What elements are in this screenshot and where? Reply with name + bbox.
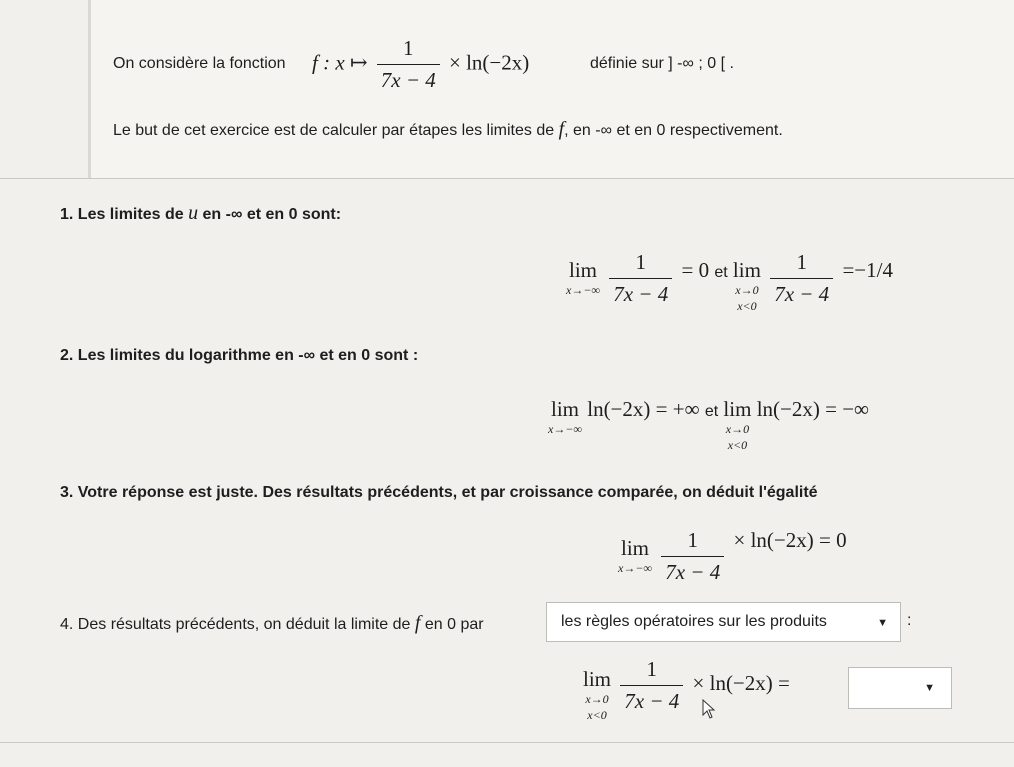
divider (0, 742, 1014, 743)
question-1-title: 1. Les limites de u en -∞ et en 0 sont: (60, 202, 342, 224)
mouse-pointer-icon (702, 699, 716, 719)
caret-down-icon: ▼ (924, 682, 935, 694)
answer-select[interactable] (848, 667, 952, 709)
fraction: $\frac{1}{7x - 4}$ (620, 657, 683, 714)
limit-expression-4: lim x→0 x<0 $\frac{1}{7x - 4}$ × ln(−2x) = (583, 657, 790, 722)
caret-down-icon: ▼ (877, 617, 888, 629)
limit-expression-2: lim x→−∞ ln(−2x) = +∞ et lim x→0 x<0 ln(−2x) = −∞ (548, 397, 870, 452)
colon: : (907, 612, 912, 629)
limit-expression-1: lim x→−∞ $\frac{1}{7x - 4}$ = 0 et lim x→0 x<0 $\frac{1}{7x - 4}$ =−1/4 (566, 250, 893, 313)
limit-operator: lim x→0 x<0 (723, 397, 752, 452)
question-3-title: 3. Votre réponse est juste. Des résultats précédents, et par croissance comparée, on déduit l'égalité (60, 484, 818, 501)
domain-text: définie sur ] -∞ ; 0 [ . (590, 55, 734, 72)
method-select[interactable]: les règles opératoires sur les produits ▼ (546, 602, 901, 642)
fraction: $\frac{1}{7x - 4}$ (661, 528, 724, 585)
limit-operator: lim x→−∞ (566, 258, 600, 297)
intro-line-2: Le but de cet exercice est de calculer par étapes les limites de f, en -∞ et en 0 respectivement. (113, 118, 783, 140)
fraction: $\frac{1}{7x - 4}$ (377, 36, 440, 93)
question-2-title: 2. Les limites du logarithme en -∞ et en 0 sont : (60, 347, 419, 364)
divider (0, 178, 1014, 179)
fraction: $\frac{1}{7x - 4}$ (770, 250, 833, 307)
limit-operator: lim x→0 x<0 (732, 258, 761, 313)
limit-operator: lim x→−∞ (548, 397, 582, 436)
question-4-title: 4. Des résultats précédents, on déduit la limite de f en 0 par (60, 612, 484, 634)
limit-operator: lim x→0 x<0 (583, 667, 612, 722)
intro-card (88, 0, 1014, 178)
fraction: $\frac{1}{7x - 4}$ (609, 250, 672, 307)
intro-line-1: On considère la fonction (113, 55, 286, 72)
limit-expression-3: lim x→−∞ $\frac{1}{7x - 4}$ × ln(−2x) = 0 (618, 528, 847, 584)
limit-operator: lim x→−∞ (618, 536, 652, 575)
function-definition: f : x ↦ $\frac{1}{7x - 4}$ × ln(−2x) (312, 36, 530, 92)
